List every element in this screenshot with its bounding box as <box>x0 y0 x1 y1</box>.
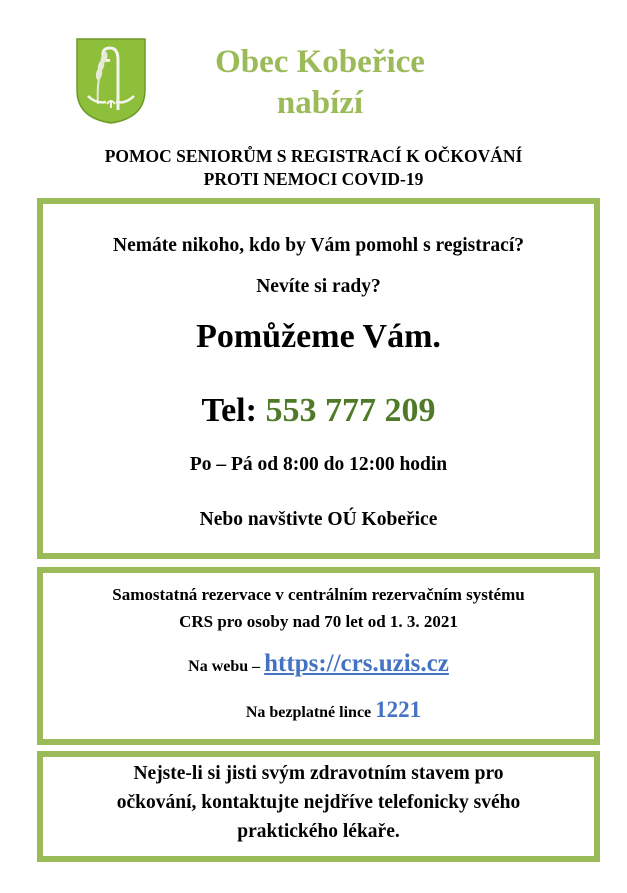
question-2: Nevíte si rady? <box>256 276 381 297</box>
question-1: Nemáte nikoho, kdo by Vám pomohl s registrací? <box>113 235 524 256</box>
web-label: Na webu – <box>188 658 261 675</box>
subtitle-line-1: POMOC SENIORŮM S REGISTRACÍ K OČKOVÁNÍ <box>104 146 523 166</box>
help-box <box>37 198 600 559</box>
office-hours: Po – Pá od 8:00 do 12:00 hodin <box>189 454 448 475</box>
visit-office: Nebo navštivte OÚ Kobeřice <box>199 509 438 530</box>
web-line <box>43 650 594 678</box>
hotline-number[interactable]: 1221 <box>375 697 422 722</box>
note-line-3: praktického lékaře. <box>237 821 400 842</box>
doctor-note-box <box>37 751 600 862</box>
phone-number[interactable]: 553 777 209 <box>265 392 436 429</box>
phone-line <box>43 392 594 430</box>
crs-web-link[interactable]: https://crs.uzis.cz <box>264 650 449 677</box>
subtitle-line-2: PROTI NEMOCI COVID-19 <box>203 169 424 189</box>
tel-label: Tel: <box>201 392 257 429</box>
headline: Pomůžeme Vám. <box>196 318 441 355</box>
hotline-label: Na bezplatné lince <box>245 704 372 721</box>
note-line-2: očkování, kontaktujte nejdříve telefonicky svého <box>116 792 521 813</box>
coat-of-arms-icon <box>76 38 146 124</box>
crs-box <box>37 567 600 745</box>
note-line-1: Nejste-li si jisti svým zdravotním stavem pro <box>133 763 504 784</box>
municipality-title: Obec Kobeřice <box>215 44 425 80</box>
crs-line-1: Samostatná rezervace v centrálním rezervačním systému <box>112 585 525 604</box>
offer-title: nabízí <box>276 85 364 121</box>
crs-line-2: CRS pro osoby nad 70 let od 1. 3. 2021 <box>179 612 458 631</box>
hotline-line <box>43 697 594 723</box>
